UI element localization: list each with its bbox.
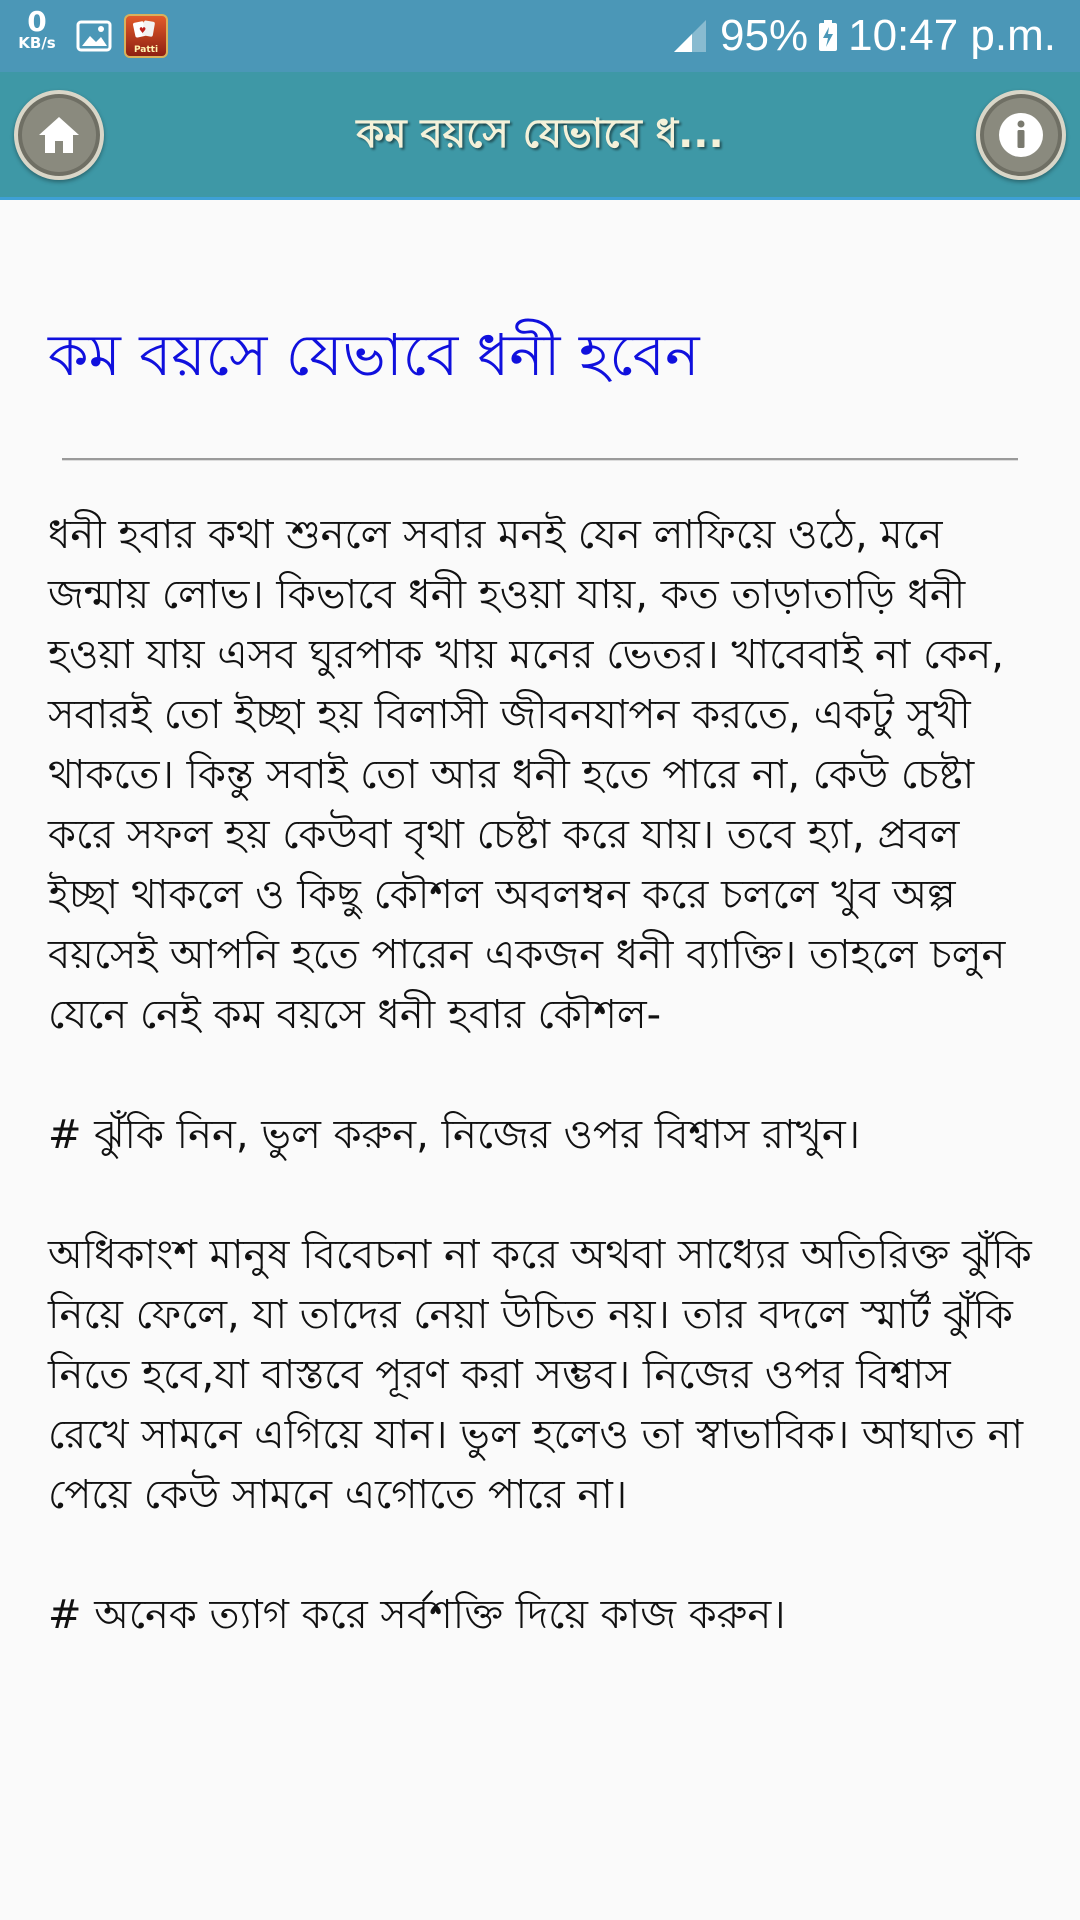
gallery-notification-icon [74, 16, 114, 56]
article-paragraph-intro: ধনী হবার কথা শুনলে সবার মনই যেন লাফিয়ে ওঠে, মনে জন্মায় লোভ। কিভাবে ধনী হওয়া যায়, কত তাড়াতাড়ি ধনী হওয়া যায় এসব ঘুরপাক খায় মনের ভেতর। খাবেবাই না কেন, সবারই তো ইচ্ছা হয় বিলাসী জীবনযাপন করতে, একটু সুখী থাকতে। কিন্তু সবাই তো আর ধনী হতে পারে না, কেউ চেষ্টা করে সফল হয় কেউবা বৃথা চেষ্টা করে যায়। তবে হ্যা, প্রবল ইচ্ছা থাকলে ও কিছু কৌশল অবলম্বন করে চললে খুব অল্প বয়সেই আপনি হতে পারেন একজন ধনী ব্যাক্তি। তাহলে চলুন যেনে নেই কম বয়সে ধনী হবার কৌশল- [48, 512, 1006, 1038]
info-icon [995, 109, 1047, 161]
app-notification-icon [124, 14, 168, 58]
status-bar-right [670, 0, 1056, 72]
app-bar-title: কম বয়সে যেভাবে ধ... [356, 111, 724, 157]
article-content [48, 200, 1032, 1705]
title-divider [62, 458, 1018, 461]
clock: 10:47 p.m. [848, 11, 1056, 60]
article-title: কম বয়সে যেভাবে ধনী হবেন [48, 321, 700, 389]
signal-icon [670, 16, 710, 56]
article-body [48, 505, 1032, 1645]
status-bar [0, 0, 1080, 72]
battery-charging-icon [818, 20, 838, 52]
home-icon [33, 109, 85, 161]
home-button[interactable] [14, 90, 104, 180]
article-heading-1: # ঝুঁকি নিন, ভুল করুন, নিজের ওপর বিশ্বাস রাখুন। [48, 1112, 861, 1158]
app-bar [0, 72, 1080, 200]
article-heading-2: # অনেক ত্যাগ করে সর্বশক্তি দিয়ে কাজ করুন। [48, 1592, 786, 1638]
app-notification-label: Patti [133, 45, 159, 55]
network-speed-value: 0 [27, 5, 47, 38]
network-speed-indicator [14, 5, 60, 52]
network-speed-unit: KB/s [18, 34, 56, 52]
info-button[interactable] [976, 90, 1066, 180]
svg-text:♥: ♥ [139, 26, 147, 35]
article-paragraph-1: অধিকাংশ মানুষ বিবেচনা না করে অথবা সাধ্যের অতিরিক্ত ঝুঁকি নিয়ে ফেলে, যা তাদের নেয়া উচিত নয়। তার বদলে স্মার্ট ঝুঁকি নিতে হবে,যা বাস্তবে পূরণ করা সম্ভব। নিজের ওপর বিশ্বাস রেখে সামনে এগিয়ে যান। ভুল হলেও তা স্বাভাবিক। আঘাত না পেয়ে কেউ সামনে এগোতে পারে না। [48, 1232, 1032, 1518]
battery-percent: 95% [720, 11, 809, 60]
